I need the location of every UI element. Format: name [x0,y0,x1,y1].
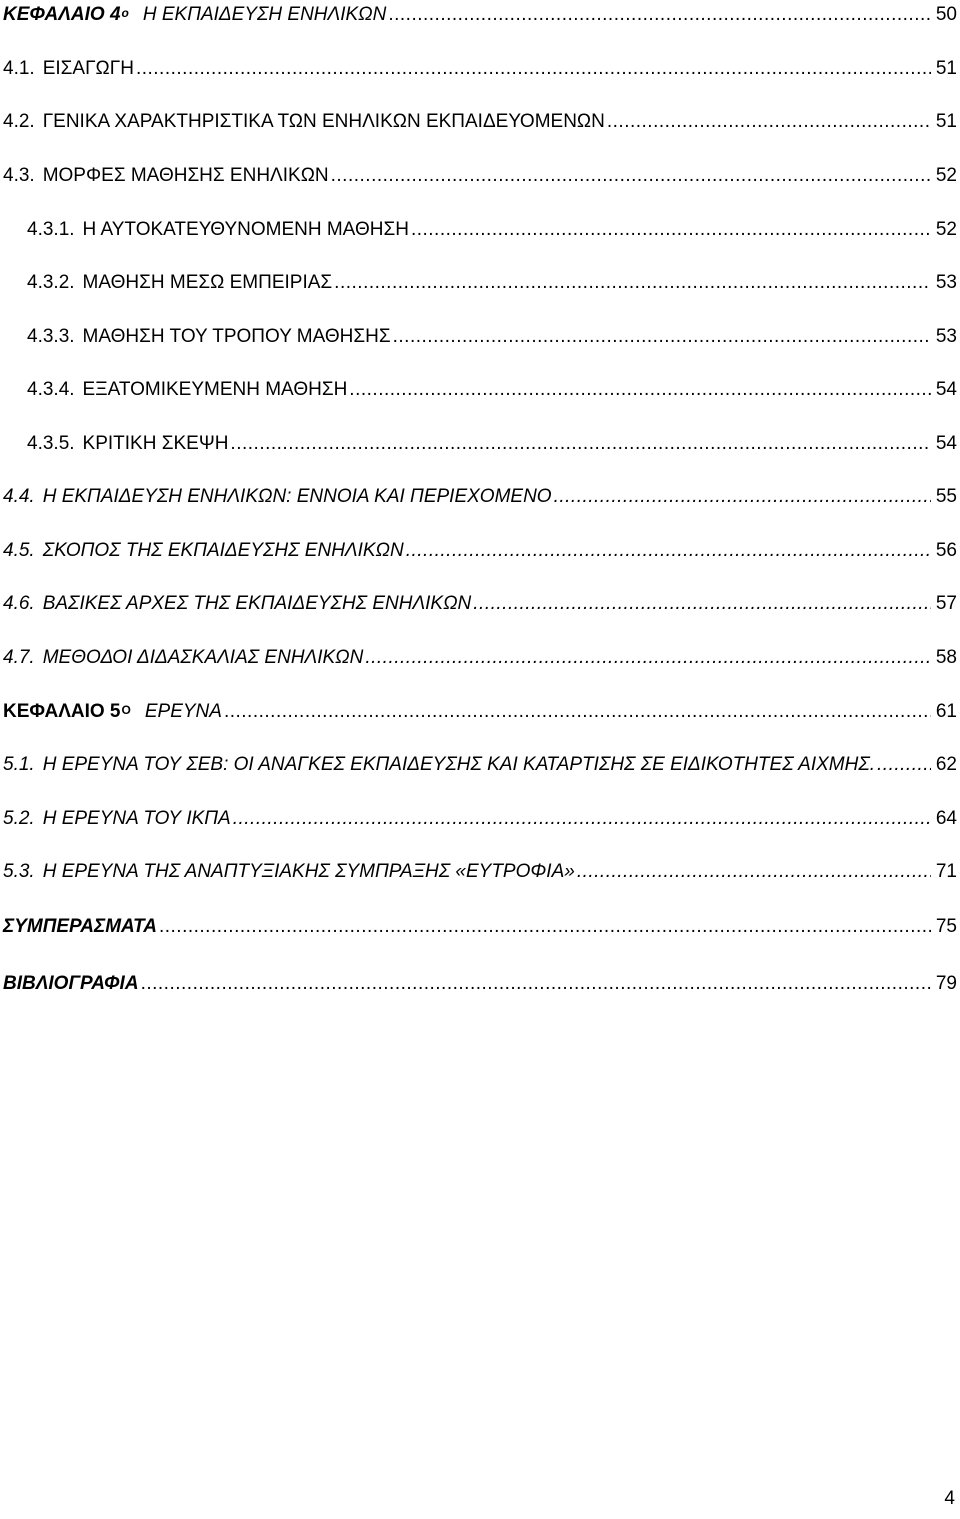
toc-title: ΣΚΟΠΟΣ ΤΗΣ ΕΚΠΑΙΔΕΥΣΗΣ ΕΝΗΛΙΚΩΝ [42,540,404,561]
toc-title: ΕΙΣΑΓΩΓΗ [42,58,134,79]
toc-number: 4.7. [3,647,35,668]
toc-number: 4.4. [3,486,35,507]
toc-entry-bibliography[interactable] [0,969,957,999]
toc-page-number: 64 [935,808,957,829]
toc-page-number: 61 [935,701,957,722]
dot-leader [159,912,931,942]
toc-entry-chapter-4[interactable] [0,0,957,30]
toc-number: 4.3.2. [27,272,75,293]
dot-leader [233,804,931,834]
toc-page-number: 53 [935,326,957,347]
toc-title: ΓΕΝΙΚΑ ΧΑΡΑΚΤΗΡΙΣΤΙΚΑ ΤΩΝ ΕΝΗΛΙΚΩΝ ΕΚΠΑΙΔΕΥΟΜΕΝΩΝ [42,111,605,132]
dot-leader [406,536,931,566]
toc-page-number: 71 [935,861,957,882]
toc-title: ΜΕΘΟΔΟΙ ΔΙΔΑΣΚΑΛΙΑΣ ΕΝΗΛΙΚΩΝ [42,647,364,668]
toc-page-number: 56 [935,540,957,561]
toc-title: ΕΞΑΤΟΜΙΚΕΥΜΕΝΗ ΜΑΘΗΣΗ [82,379,348,400]
toc-page-number: 62 [935,754,957,775]
dot-leader [411,215,931,245]
toc-entry-chapter-5[interactable] [0,697,957,727]
toc-number: 5.3. [3,861,35,882]
chapter-label: ΚΕΦΑΛΑΙΟ $4^o$ [3,4,129,25]
toc-number: 5.1. [3,754,35,775]
toc-title: ΒΑΣΙΚΕΣ ΑΡΧΕΣ ΤΗΣ ΕΚΠΑΙΔΕΥΣΗΣ ΕΝΗΛΙΚΩΝ [42,593,472,614]
toc-entry-4-3-4[interactable] [0,375,957,405]
toc-entry-4-2[interactable] [0,107,957,137]
toc-number: 4.2. [3,111,35,132]
toc-entry-4-3-2[interactable] [0,268,957,298]
toc-entry-5-1[interactable] [0,750,957,780]
toc-number: 4.5. [3,540,35,561]
toc-entry-4-4[interactable] [0,482,957,512]
toc-entry-4-3[interactable] [0,161,957,191]
toc-entry-4-1[interactable] [0,54,957,84]
dot-leader [224,697,931,727]
toc-number: 4.3. [3,165,35,186]
dot-leader [365,643,931,673]
toc-page-number: 51 [935,111,957,132]
toc-entry-5-2[interactable] [0,804,957,834]
toc-number: 4.3.4. [27,379,75,400]
toc-page-number: 51 [935,58,957,79]
toc-page-number: 75 [935,916,957,937]
toc-title: Η ΕΚΠΑΙΔΕΥΣΗ ΕΝΗΛΙΚΩΝ: ΕΝΝΟΙΑ ΚΑΙ ΠΕΡΙΕΧΟΜΕΝΟ [42,486,552,507]
toc-title: ΜΟΡΦΕΣ ΜΑΘΗΣΗΣ ΕΝΗΛΙΚΩΝ [42,165,329,186]
toc-entry-conclusions[interactable] [0,912,957,942]
dot-leader [331,161,931,191]
toc-title: ΚΡΙΤΙΚΗ ΣΚΕΨΗ [82,433,229,454]
toc-page-number: 52 [935,165,957,186]
toc-entry-4-3-3[interactable] [0,322,957,352]
toc-number: 4.3.5. [27,433,75,454]
toc-title: Η ΕΡΕΥΝΑ ΤΟΥ ΣΕΒ: ΟΙ ΑΝΑΓΚΕΣ ΕΚΠΑΙΔΕΥΣΗΣ ΚΑΙ ΚΑΤΑΡΤΙΣΗΣ ΣΕ ΕΙΔΙΚΟΤΗΤΕΣ ΑΙΧΜΗΣ. [42,754,876,775]
toc-page-number: 52 [935,219,957,240]
toc-title: ΒΙΒΛΙΟΓΡΑΦΙΑ [3,973,139,994]
dot-leader [334,268,931,298]
toc-entry-4-6[interactable] [0,589,957,619]
toc-title: Η ΕΡΕΥΝΑ ΤΟΥ ΙΚΠΑ [42,808,231,829]
dot-leader [136,54,931,84]
dot-leader [393,322,931,352]
page-number: 4 [944,1488,955,1509]
dot-leader [554,482,931,512]
dot-leader [877,750,931,780]
toc-title: ΣΥΜΠΕΡΑΣΜΑΤΑ [3,916,157,937]
toc-title: Η ΕΡΕΥΝΑ ΤΗΣ ΑΝΑΠΤΥΞΙΑΚΗΣ ΣΥΜΠΡΑΞΗΣ «ΕΥΤΡΟΦΙΑ» [42,861,575,882]
toc-title: ΕΡΕΥΝΑ [144,701,222,722]
toc-page-number: 53 [935,272,957,293]
toc-page-number: 79 [935,973,957,994]
dot-leader [607,107,931,137]
toc-page-number: 50 [935,4,957,25]
toc-entry-4-3-5[interactable] [0,429,957,459]
toc-title: ΜΑΘΗΣΗ ΜΕΣΩ ΕΜΠΕΙΡΙΑΣ [82,272,333,293]
toc-title: Η ΑΥΤΟΚΑΤΕΥΘΥΝΟΜΕΝΗ ΜΑΘΗΣΗ [82,219,409,240]
toc-title: Η ΕΚΠΑΙΔΕΥΣΗ ΕΝΗΛΙΚΩΝ [142,4,387,25]
toc-title: ΜΑΘΗΣΗ ΤΟΥ ΤΡΟΠΟΥ ΜΑΘΗΣΗΣ [82,326,391,347]
toc-number: 4.3.3. [27,326,75,347]
dot-leader [577,857,931,887]
toc-page-number: 55 [935,486,957,507]
chapter-label: ΚΕΦΑΛΑΙΟ $5^O$ [3,701,131,722]
toc-entry-4-5[interactable] [0,536,957,566]
toc-number: 4.1. [3,58,35,79]
dot-leader [349,375,931,405]
toc-page-number: 57 [935,593,957,614]
toc-number: 5.2. [3,808,35,829]
dot-leader [473,589,931,619]
dot-leader [141,969,931,999]
toc-entry-5-3[interactable] [0,857,957,887]
toc-page-number: 58 [935,647,957,668]
toc-entry-4-7[interactable] [0,643,957,673]
dot-leader [388,0,931,30]
toc-number: 4.3.1. [27,219,75,240]
toc-page-number: 54 [935,433,957,454]
dot-leader [230,429,931,459]
toc-entry-4-3-1[interactable] [0,215,957,245]
toc-page-number: 54 [935,379,957,400]
toc-number: 4.6. [3,593,35,614]
